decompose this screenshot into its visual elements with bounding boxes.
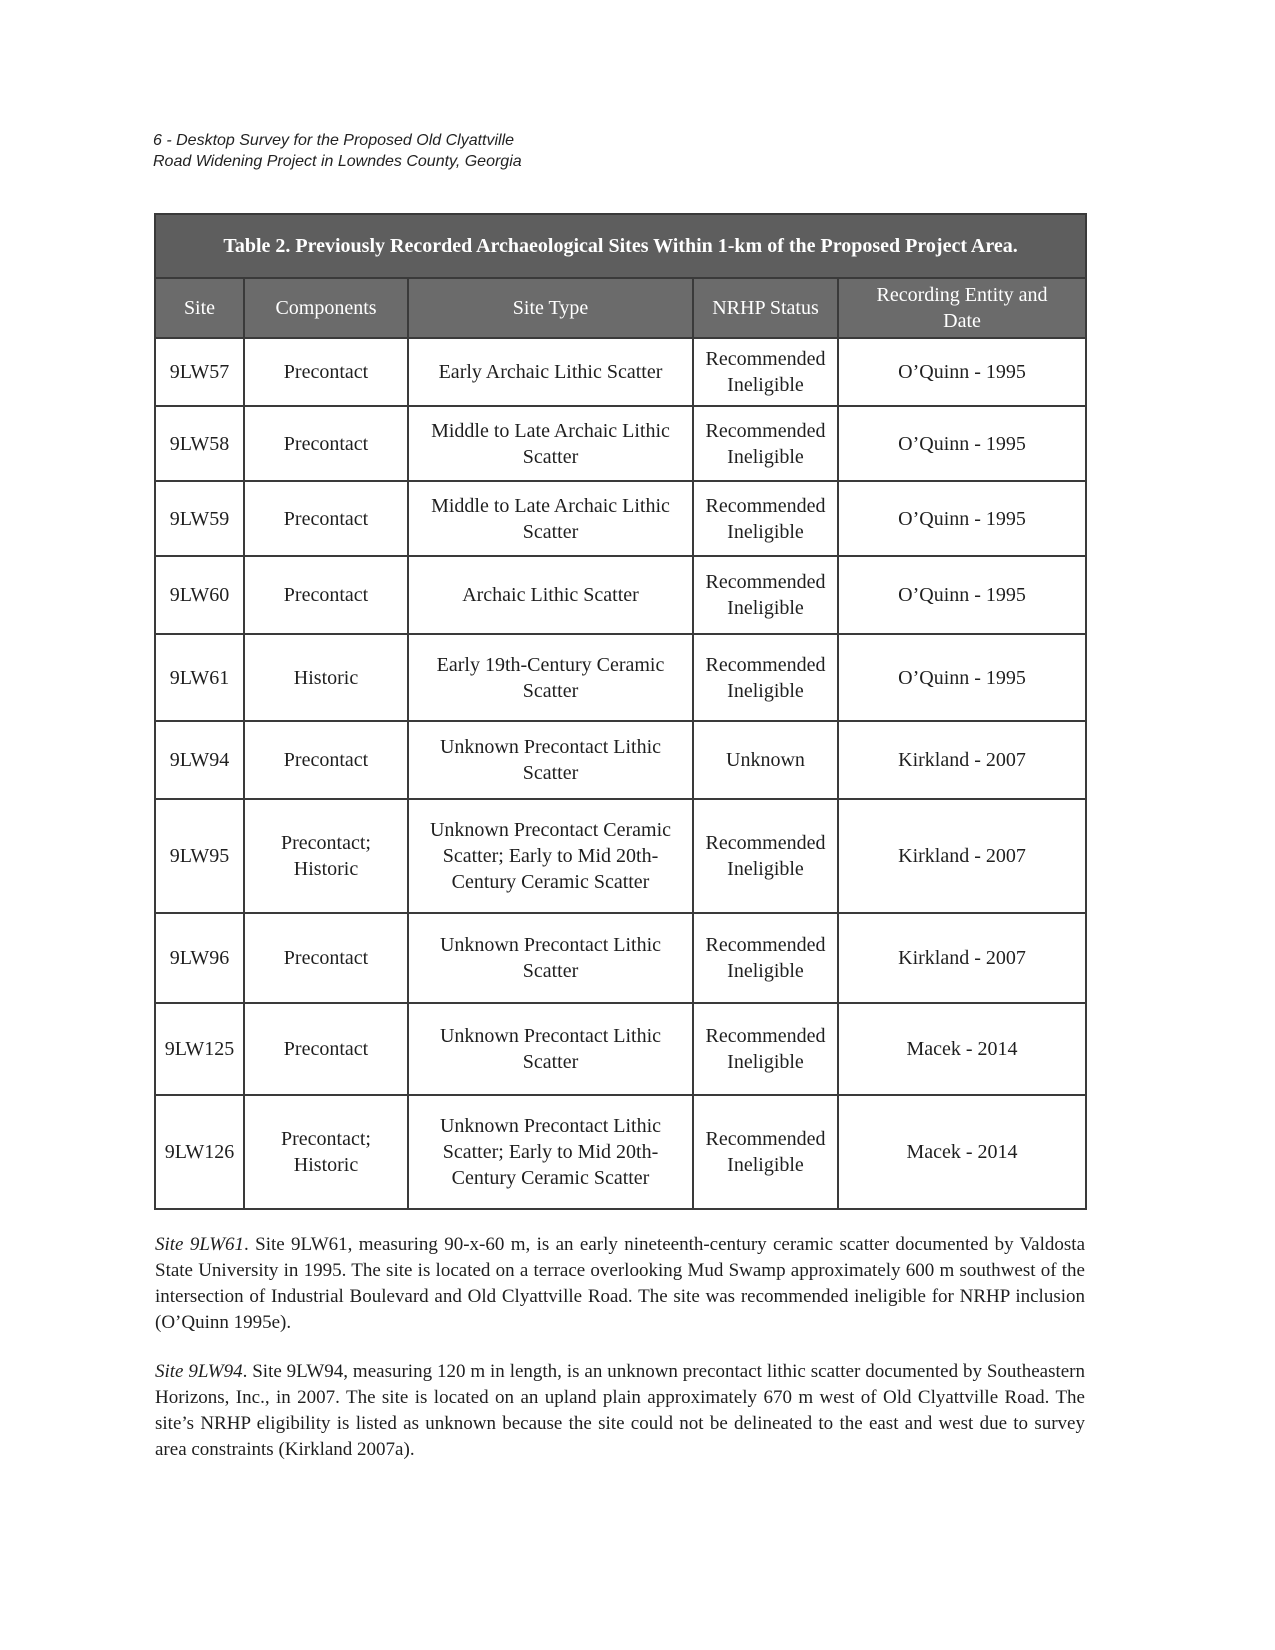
cell-nrhp-status-line: Ineligible bbox=[727, 960, 804, 982]
sites-table bbox=[154, 213, 1087, 1210]
cell-site-type-line: Middle to Late Archaic Lithic bbox=[431, 419, 670, 442]
cell-site-type bbox=[408, 913, 693, 1003]
cell-components-line: Precontact bbox=[283, 584, 369, 606]
cell-components bbox=[244, 721, 408, 799]
cell-nrhp-status-line: Recommended bbox=[705, 832, 826, 854]
cell-components-line: Precontact; bbox=[281, 1128, 371, 1150]
cell-nrhp-status-line: Ineligible bbox=[727, 1154, 804, 1176]
cell-nrhp-status-line: Ineligible bbox=[727, 597, 804, 619]
table-row bbox=[155, 481, 1086, 556]
cell-nrhp-status-line: Recommended bbox=[705, 494, 826, 517]
cell-nrhp-status-line: Recommended bbox=[705, 1128, 826, 1150]
cell-recording-entity: O’Quinn - 1995 bbox=[838, 338, 1086, 406]
cell-site-type-line: Unknown Precontact Ceramic bbox=[429, 819, 672, 841]
running-header bbox=[153, 130, 522, 172]
cell-nrhp-status bbox=[693, 913, 838, 1003]
cell-components-line: Historic bbox=[293, 858, 359, 880]
paragraph-lead: Site 9LW94 bbox=[155, 1361, 243, 1382]
cell-components bbox=[244, 799, 408, 913]
cell-site-type-line: Scatter; Early to Mid 20th- bbox=[442, 1141, 659, 1163]
cell-nrhp-status-line: Recommended bbox=[705, 934, 826, 956]
cell-nrhp-status bbox=[693, 406, 838, 481]
table-row bbox=[155, 799, 1086, 913]
cell-site-type-line: Scatter bbox=[522, 1051, 579, 1073]
cell-nrhp-status-line: Recommended bbox=[705, 571, 826, 593]
cell-site-type-line: Early Archaic Lithic Scatter bbox=[438, 361, 663, 383]
cell-site-type-line: Archaic Lithic Scatter bbox=[462, 584, 639, 606]
cell-components-line: Precontact bbox=[283, 507, 369, 530]
cell-site: 9LW57 bbox=[155, 338, 244, 406]
table-row bbox=[155, 338, 1086, 406]
cell-site: 9LW95 bbox=[155, 799, 244, 913]
table-row bbox=[155, 1003, 1086, 1095]
cell-nrhp-status-line: Ineligible bbox=[727, 374, 804, 396]
header-recording-entity-line-1: Recording Entity and bbox=[876, 284, 1048, 306]
cell-components-line: Historic bbox=[293, 666, 359, 689]
cell-components bbox=[244, 338, 408, 406]
running-header-line-2: Road Widening Project in Lowndes County, Georgia bbox=[153, 153, 522, 170]
cell-nrhp-status bbox=[693, 1095, 838, 1209]
paragraph-lead: Site 9LW61 bbox=[155, 1234, 245, 1255]
cell-components-line: Precontact; bbox=[281, 832, 371, 854]
cell-site-type-line: Unknown Precontact Lithic bbox=[439, 736, 662, 758]
table-body bbox=[155, 338, 1086, 1209]
cell-nrhp-status-line: Recommended bbox=[705, 348, 826, 370]
cell-components bbox=[244, 634, 408, 721]
cell-site-type-line: Unknown Precontact Lithic bbox=[439, 934, 662, 956]
cell-recording-entity: O’Quinn - 1995 bbox=[838, 556, 1086, 634]
header-components: Components bbox=[244, 278, 408, 338]
running-header-line-1: 6 - Desktop Survey for the Proposed Old Clyattville bbox=[153, 132, 515, 149]
cell-nrhp-status bbox=[693, 799, 838, 913]
cell-components bbox=[244, 913, 408, 1003]
paragraph-text: . Site 9LW61, measuring 90-x-60 m, is an early nineteenth-century ceramic scatter documented by Valdosta State University in 1995. The site is located on a terrace overlooking Mud Swamp approximately 600 m southwest of the intersection of Industrial Boulevard and Old Clyattville Road. The site was recommended ineligible for NRHP inclusion (O’Quinn 1995e). bbox=[155, 1234, 1085, 1333]
cell-nrhp-status-line: Unknown bbox=[726, 749, 805, 771]
header-site: Site bbox=[155, 278, 244, 338]
cell-site-type-line: Scatter bbox=[522, 762, 579, 784]
cell-site: 9LW58 bbox=[155, 406, 244, 481]
cell-site-type-line: Century Ceramic Scatter bbox=[451, 1167, 650, 1189]
header-recording-entity bbox=[838, 278, 1086, 338]
cell-components-line: Precontact bbox=[283, 432, 369, 455]
cell-site-type bbox=[408, 1003, 693, 1095]
cell-site: 9LW126 bbox=[155, 1095, 244, 1209]
cell-site-type bbox=[408, 481, 693, 556]
table-row bbox=[155, 1095, 1086, 1209]
cell-components-line: Historic bbox=[293, 1154, 359, 1176]
table-header-row bbox=[155, 278, 1086, 338]
cell-site-type-line: Unknown Precontact Lithic bbox=[439, 1025, 662, 1047]
sites-table-container bbox=[154, 213, 1085, 1210]
cell-components bbox=[244, 1095, 408, 1209]
cell-site-type-line: Scatter bbox=[522, 445, 579, 468]
cell-site-type-line: Scatter bbox=[522, 960, 579, 982]
cell-site: 9LW94 bbox=[155, 721, 244, 799]
cell-site-type-line: Early 19th-Century Ceramic bbox=[436, 653, 665, 676]
cell-nrhp-status bbox=[693, 481, 838, 556]
cell-site-type bbox=[408, 721, 693, 799]
cell-site-type-line: Scatter bbox=[522, 520, 579, 543]
header-recording-entity-line-2: Date bbox=[943, 310, 981, 332]
cell-components-line: Precontact bbox=[283, 947, 369, 969]
table-caption: Table 2. Previously Recorded Archaeological Sites Within 1-km of the Proposed Project Area. bbox=[155, 214, 1086, 278]
cell-site: 9LW60 bbox=[155, 556, 244, 634]
paragraph-site-9lw61 bbox=[155, 1232, 1085, 1336]
header-nrhp-status: NRHP Status bbox=[693, 278, 838, 338]
cell-components bbox=[244, 481, 408, 556]
cell-nrhp-status bbox=[693, 338, 838, 406]
cell-site-type-line: Unknown Precontact Lithic bbox=[439, 1115, 662, 1137]
table-caption-row bbox=[155, 214, 1086, 278]
table-row bbox=[155, 913, 1086, 1003]
cell-site: 9LW61 bbox=[155, 634, 244, 721]
cell-nrhp-status-line: Recommended bbox=[705, 653, 826, 676]
cell-site-type-line: Scatter; Early to Mid 20th- bbox=[442, 845, 659, 867]
cell-nrhp-status-line: Recommended bbox=[705, 1025, 826, 1047]
cell-components bbox=[244, 556, 408, 634]
cell-site-type bbox=[408, 634, 693, 721]
cell-site-type bbox=[408, 1095, 693, 1209]
cell-recording-entity: Macek - 2014 bbox=[838, 1095, 1086, 1209]
cell-components bbox=[244, 1003, 408, 1095]
cell-site: 9LW125 bbox=[155, 1003, 244, 1095]
cell-site-type-line: Scatter bbox=[522, 679, 579, 702]
cell-nrhp-status bbox=[693, 721, 838, 799]
cell-nrhp-status-line: Ineligible bbox=[727, 445, 804, 468]
cell-nrhp-status-line: Recommended bbox=[705, 419, 826, 442]
cell-recording-entity: Macek - 2014 bbox=[838, 1003, 1086, 1095]
cell-components bbox=[244, 406, 408, 481]
cell-components-line: Precontact bbox=[283, 749, 369, 771]
cell-site-type bbox=[408, 799, 693, 913]
cell-site-type-line: Century Ceramic Scatter bbox=[451, 871, 650, 893]
cell-site: 9LW96 bbox=[155, 913, 244, 1003]
cell-nrhp-status-line: Ineligible bbox=[727, 520, 804, 543]
cell-nrhp-status bbox=[693, 634, 838, 721]
paragraph-site-9lw94 bbox=[155, 1359, 1085, 1463]
table-row bbox=[155, 406, 1086, 481]
cell-nrhp-status bbox=[693, 1003, 838, 1095]
table-row bbox=[155, 634, 1086, 721]
cell-recording-entity: Kirkland - 2007 bbox=[838, 913, 1086, 1003]
cell-components-line: Precontact bbox=[283, 1038, 369, 1060]
cell-site-type-line: Middle to Late Archaic Lithic bbox=[431, 494, 670, 517]
cell-site-type bbox=[408, 406, 693, 481]
paragraph-text: . Site 9LW94, measuring 120 m in length, is an unknown precontact lithic scatter documented by Southeastern Horizons, Inc., in 2007. The site is located on an upland plain approximately 670 m west of Old Clyattville Road. The site’s NRHP eligibility is listed as unknown because the site could not be delineated to the east and west due to survey area constraints (Kirkland 2007a). bbox=[155, 1361, 1086, 1460]
cell-nrhp-status-line: Ineligible bbox=[727, 679, 804, 702]
cell-site-type bbox=[408, 338, 693, 406]
cell-recording-entity: Kirkland - 2007 bbox=[838, 721, 1086, 799]
cell-recording-entity: O’Quinn - 1995 bbox=[838, 634, 1086, 721]
cell-recording-entity: Kirkland - 2007 bbox=[838, 799, 1086, 913]
cell-site: 9LW59 bbox=[155, 481, 244, 556]
cell-site-type bbox=[408, 556, 693, 634]
cell-components-line: Precontact bbox=[283, 361, 369, 383]
cell-nrhp-status-line: Ineligible bbox=[727, 858, 804, 880]
cell-nrhp-status-line: Ineligible bbox=[727, 1051, 804, 1073]
header-site-type: Site Type bbox=[408, 278, 693, 338]
table-row bbox=[155, 556, 1086, 634]
cell-recording-entity: O’Quinn - 1995 bbox=[838, 481, 1086, 556]
cell-nrhp-status bbox=[693, 556, 838, 634]
cell-recording-entity: O’Quinn - 1995 bbox=[838, 406, 1086, 481]
table-row bbox=[155, 721, 1086, 799]
